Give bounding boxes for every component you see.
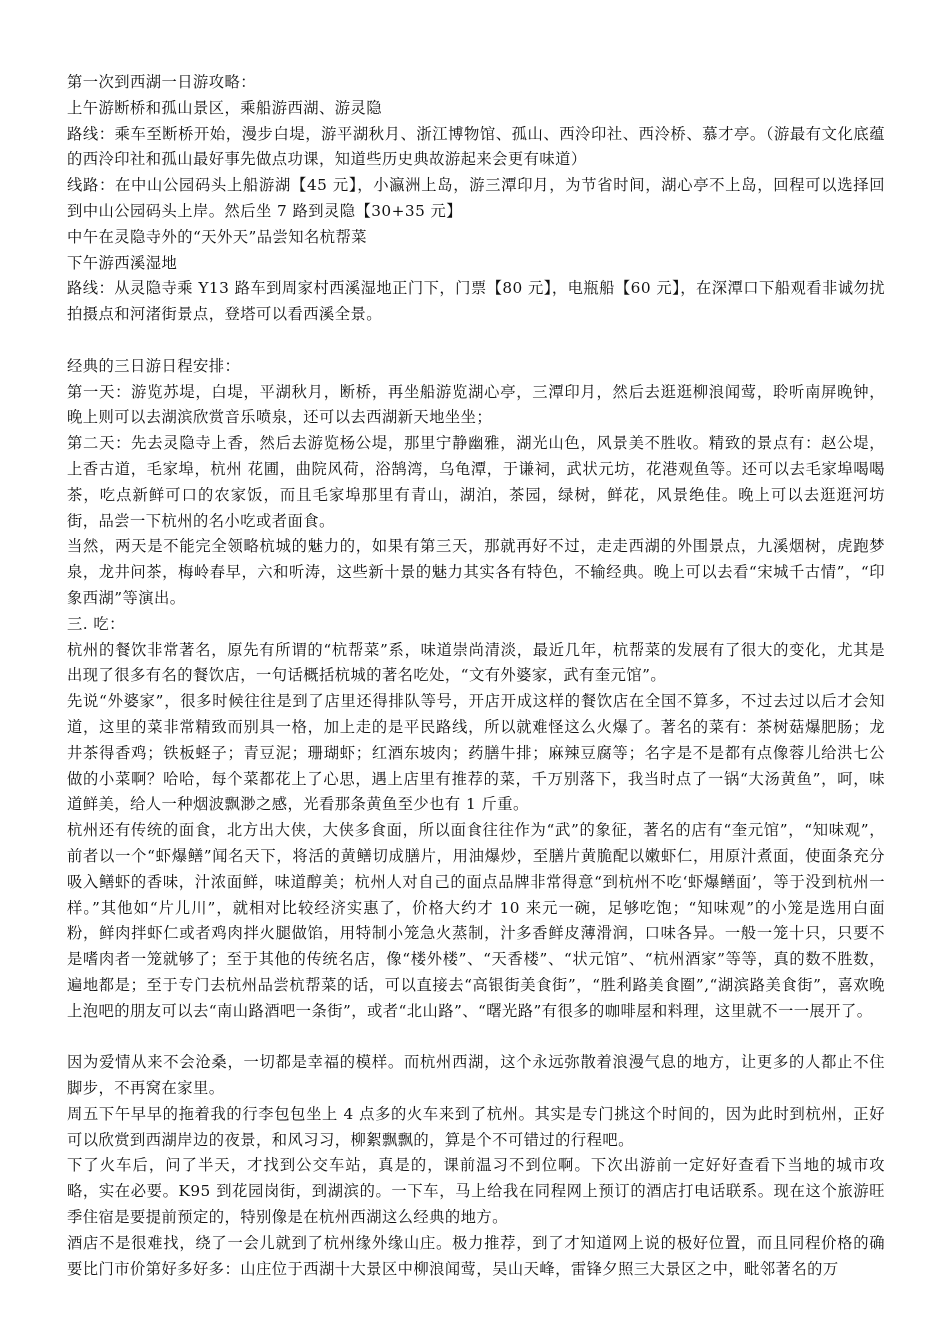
story-paragraph-3: 下了火车后，问了半天，才找到公交车站，真是的，课前温习不到位啊。下次出游前一定好好查看下当地的城市攻略，实在必要。K95 到花园岗街，到湖滨的。一下车，马上给我在同程网上预订的酒店打电话联系。现在这个旅游旺季住宿是要提前预定的，特别像是在杭州西湖这么经典的地方。 — [67, 1156, 885, 1227]
food-intro-paragraph: 杭州的餐饮非常著名，原先有所谓的“杭帮菜”系，味道崇尚清淡，最近几年，杭帮菜的发展有了很大的变化，尤其是出现了很多有名的餐饮店，一句话概括杭城的著名吃处，“文有外婆家，武有奎元馆”。 — [67, 640, 885, 685]
section2-title: 经典的三日游日程安排： — [67, 356, 241, 375]
document-page — [67, 70, 885, 1282]
lunch-line: 中午在灵隐寺外的“天外天”品尝知名杭帮菜 — [67, 227, 367, 246]
section1-title: 第一次到西湖一日游攻略： — [67, 73, 256, 91]
day1-paragraph: 第一天：游览苏堤，白堤，平湖秋月，断桥，再坐船游览湖心亭，三潭印月，然后去逛逛柳浪闻莺，聆听南屏晚钟，晚上则可以去湖滨欣赏音乐喷泉，还可以去西湖新天地坐坐； — [67, 382, 885, 427]
section3-title: 三. 吃： — [67, 614, 125, 633]
route-paragraph-3: 路线：从灵隐寺乘 Y13 路车到周家村西溪湿地正门下，门票【80 元】，电瓶船【60 元】，在深潭口下船观看非诚勿扰拍摄点和河渚街景点，登塔可以看西溪全景。 — [67, 279, 885, 324]
day3-paragraph: 当然，两天是不能完全领略杭城的魅力的，如果有第三天，那就再好不过，走走西湖的外围景点，九溪烟树，虎跑梦泉，龙井问茶，梅岭春早，六和听涛，这些新十景的魅力其实各有特色，不输经典。晚上可以去看“宋城千古情”，“印象西湖”等演出。 — [67, 537, 885, 607]
story-paragraph-4: 酒店不是很难找，绕了一会儿就到了杭州缘外缘山庄。极力推荐，到了才知道网上说的极好位置，而且同程价格的确要比门市价第好多好多：山庄位于西湖十大景区中柳浪闻莺，吴山天峰，雷锋夕照三大景区之中，毗邻著名的万 — [67, 1233, 885, 1278]
blank-line — [67, 1024, 885, 1050]
noodles-paragraph: 杭州还有传统的面食，北方出大侠，大侠多食面，所以面食往往作为“武”的象征，著名的店有“奎元馆”，“知味观”，前者以一个“虾爆鳝”闻名天下，将活的黄鳝切成膳片，用油爆炒，至膳片黄脆配以嫩虾仁，用原汁煮面，使面条充分吸入鳝虾的香味，汁浓面鲜，味道醇美；杭州人对自己的面点品牌非常得意“到杭州不吃‘虾爆鳝面’，等于没到杭州一样。”其他如“片儿川”，就相对比较经济实惠了，价格大约才 10 来元一碗，足够吃饱；“知味观”的小笼是选用白面粉，鲜肉拌虾仁或者鸡肉拌火腿做馅，用特制小笼急火蒸制，汁多香鲜皮薄滑润，口味各异。一般一笼十只，只要不是嗜肉者一笼就够了；至于其他的传统名店，像“楼外楼”、“天香楼”、“状元馆”、“杭州酒家”等等，真的数不胜数，遍地都是；至于专门去杭州品尝杭帮菜的话，可以直接去“高银街美食街”，“胜利路美食圈”,“湖滨路美食街”，喜欢晚上泡吧的朋友可以去“南山路酒吧一条街”，或者“北山路”、“曙光路”有很多的咖啡屋和料理，这里就不一一展开了。 — [67, 821, 885, 1020]
waipojia-paragraph: 先说“外婆家”，很多时候往往是到了店里还得排队等号，开店开成这样的餐饮店在全国不算多，不过去过以后才会知道，这里的菜非常精致而别具一格，加上走的是平民路线，所以就难怪这么火爆了。著名的菜有：茶树菇爆肥肠；龙井茶得香鸡；铁板蛏子；青豆泥；珊瑚虾；红酒东坡肉；药膳牛排；麻辣豆腐等；名字是不是都有点像蓉儿给洪七公做的小菜啊？哈哈，每个菜都花上了心思，遇上店里有推荐的菜，千万别落下，我当时点了一锅“大汤黄鱼”，呵，味道鲜美，给人一种烟波飘渺之感，光看那条黄鱼至少也有 1 斤重。 — [67, 692, 885, 814]
story-paragraph-2: 周五下午早早的拖着我的行李包包坐上 4 点多的火车来到了杭州。其实是专门挑这个时间的，因为此时到杭州，正好可以欣赏到西湖岸边的夜景，和风习习，柳絮飘飘的，算是个不可错过的行程吧。 — [67, 1104, 885, 1149]
morning-heading: 上午游断桥和孤山景区，乘船游西湖、游灵隐 — [67, 98, 382, 117]
route-paragraph-1: 路线：乘车至断桥开始，漫步白堤，游平湖秋月、浙江博物馆、孤山、西泠印社、西泠桥、慕才亭。（游最有文化底蕴的西泠印社和孤山最好事先做点功课，知道些历史典故游起来会更有味道） — [67, 124, 885, 169]
route-paragraph-2: 线路：在中山公园码头上船游湖【45 元】，小瀛洲上岛，游三潭印月，为节省时间，湖心亭不上岛，回程可以选择回到中山公园码头上岸。然后坐 7 路到灵隐【30+35 元】 — [67, 176, 885, 220]
story-paragraph-1: 因为爱情从来不会沧桑，一切都是幸福的模样。而杭州西湖，这个永远弥散着浪漫气息的地方，让更多的人都止不住脚步，不再窝在家里。 — [67, 1053, 885, 1098]
day2-paragraph: 第二天：先去灵隐寺上香，然后去游览杨公堤，那里宁静幽雅，湖光山色，风景美不胜收。精致的景点有：赵公堤，上香古道，毛家埠，杭州 花圃，曲院风荷，浴鹄湾，乌龟潭，于谦祠，武状元坊，花港观鱼等。还可以去毛家埠喝喝茶，吃点新鲜可口的农家饭，而且毛家埠那里有青山，湖泊，茶园，绿树，鲜花，风景绝佳。晚上可以去逛逛河坊街，品尝一下杭州的名小吃或者面食。 — [67, 434, 885, 530]
afternoon-heading: 下午游西溪湿地 — [67, 253, 178, 272]
blank-line — [67, 328, 885, 354]
